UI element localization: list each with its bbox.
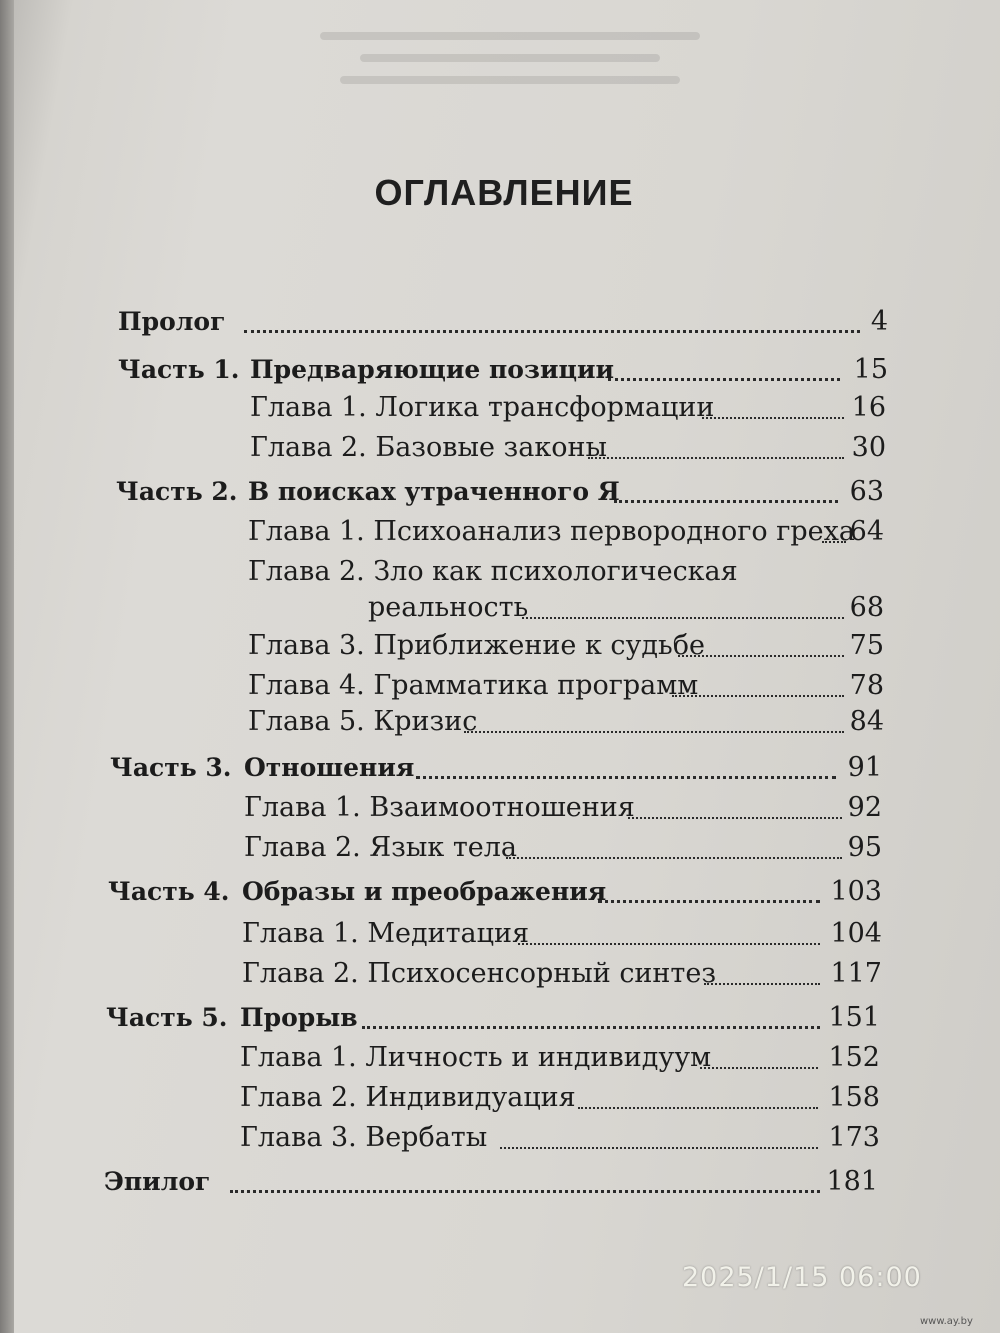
page-number: 117 <box>830 958 882 989</box>
toc-entry-p2-ch5[interactable] <box>248 702 884 742</box>
page-number: 30 <box>851 432 886 463</box>
entry-label: Глава 5. Кризис <box>248 706 478 737</box>
entry-label: Глава 1. Личность и индивидуум <box>240 1042 712 1073</box>
toc-entry-part-2[interactable] <box>116 472 884 512</box>
dot-leader <box>578 1107 818 1109</box>
toc-title: ОГЛАВЛЕНИЕ <box>374 172 634 213</box>
entry-label: Глава 2. Психосенсорный синтез <box>242 958 717 989</box>
toc-entry-p2-ch4[interactable] <box>248 666 884 706</box>
toc-entry-p5-ch1[interactable] <box>240 1038 880 1078</box>
page-number: 95 <box>847 832 882 863</box>
dot-leader <box>500 1147 818 1149</box>
photo-timestamp: 2025/1/15 06:00 <box>682 1262 922 1293</box>
page-number: 181 <box>826 1166 878 1197</box>
entry-label: В поисках утраченного Я <box>248 477 620 506</box>
page-number: 15 <box>853 354 888 385</box>
dot-leader <box>672 695 844 697</box>
entry-label: Глава 2. Индивидуация <box>240 1082 576 1113</box>
toc-entry-p3-ch1[interactable] <box>244 788 882 828</box>
dot-leader <box>822 541 846 543</box>
page-number: 103 <box>830 876 882 907</box>
entry-label: Глава 2. Зло как психологическая <box>248 556 738 587</box>
dot-leader <box>598 900 820 903</box>
dot-leader <box>362 1026 820 1029</box>
page-number: 4 <box>870 306 888 337</box>
entry-label: Глава 1. Медитация <box>242 918 530 949</box>
entry-label: Глава 4. Грамматика программ <box>248 670 699 701</box>
toc-entry-p1-ch2[interactable] <box>250 428 886 468</box>
entry-label: Прорыв <box>240 1003 358 1032</box>
dot-leader <box>704 983 820 985</box>
entry-label: Глава 2. Базовые законы <box>250 432 607 463</box>
dot-leader <box>700 1067 818 1069</box>
dot-leader <box>244 330 860 333</box>
toc-entry-p3-ch2[interactable] <box>244 828 882 868</box>
entry-label: Отношения <box>244 753 415 782</box>
page-number: 104 <box>830 918 882 949</box>
page-number: 152 <box>828 1042 880 1073</box>
dot-leader <box>518 943 820 945</box>
toc-entry-part-4[interactable] <box>108 872 882 912</box>
page-number: 78 <box>849 670 884 701</box>
dot-leader <box>464 731 844 733</box>
page-number: 64 <box>849 516 884 547</box>
entry-label: Глава 2. Язык тела <box>244 832 517 863</box>
entry-label: Глава 3. Приближение к судьбе <box>248 630 705 661</box>
entry-label: Глава 3. Вербаты <box>240 1122 488 1153</box>
page-number: 151 <box>828 1002 880 1033</box>
toc-entry-p4-ch2[interactable] <box>242 954 882 994</box>
toc-entry-epilogue[interactable] <box>104 1162 878 1202</box>
page-number: 91 <box>847 752 882 783</box>
entry-label-continuation: реальность <box>368 592 529 623</box>
dot-leader <box>416 776 836 779</box>
entry-label: Глава 1. Логика трансформации <box>250 392 715 423</box>
dot-leader <box>588 457 844 459</box>
toc-entry-p2-ch2[interactable] <box>248 552 884 628</box>
dot-leader <box>614 500 838 503</box>
dot-leader <box>678 655 844 657</box>
page-number: 158 <box>828 1082 880 1113</box>
part-index: Часть 1. <box>118 355 240 384</box>
part-index: Часть 4. <box>108 877 230 906</box>
part-index: Часть 5. <box>106 1003 228 1032</box>
toc-entry-p1-ch1[interactable] <box>250 388 886 428</box>
entry-label: Образы и преображения <box>242 877 607 906</box>
entry-label: Глава 1. Взаимоотношения <box>244 792 635 823</box>
toc-entry-p2-ch1[interactable] <box>248 512 884 552</box>
entry-label: Предваряющие позиции <box>250 355 615 384</box>
toc-entry-part-3[interactable] <box>110 748 882 788</box>
part-index: Часть 2. <box>116 477 238 506</box>
dot-leader <box>702 417 844 419</box>
page-number: 16 <box>851 392 886 423</box>
entry-label: Пролог <box>118 307 226 336</box>
page-number: 173 <box>828 1122 880 1153</box>
toc-entry-p2-ch3[interactable] <box>248 626 884 666</box>
page-number: 68 <box>849 592 884 623</box>
dot-leader <box>628 817 842 819</box>
dot-leader <box>506 857 842 859</box>
dot-leader <box>522 617 844 619</box>
page-number: 84 <box>849 706 884 737</box>
page-number: 63 <box>849 476 884 507</box>
toc-entry-p5-ch2[interactable] <box>240 1078 880 1118</box>
page-number: 92 <box>847 792 882 823</box>
toc-entry-prologue[interactable] <box>118 302 888 342</box>
dot-leader <box>608 378 840 381</box>
toc-entry-p4-ch1[interactable] <box>242 914 882 954</box>
toc-entry-part-5[interactable] <box>106 998 880 1038</box>
entry-label: Эпилог <box>104 1167 211 1196</box>
toc-entry-p5-ch3[interactable] <box>240 1118 880 1158</box>
page-number: 75 <box>849 630 884 661</box>
toc-entry-part-1[interactable] <box>118 350 888 390</box>
dot-leader <box>230 1190 820 1193</box>
watermark: www.ay.by <box>920 1316 973 1327</box>
entry-label: Глава 1. Психоанализ первородного греха <box>248 516 855 547</box>
part-index: Часть 3. <box>110 753 232 782</box>
